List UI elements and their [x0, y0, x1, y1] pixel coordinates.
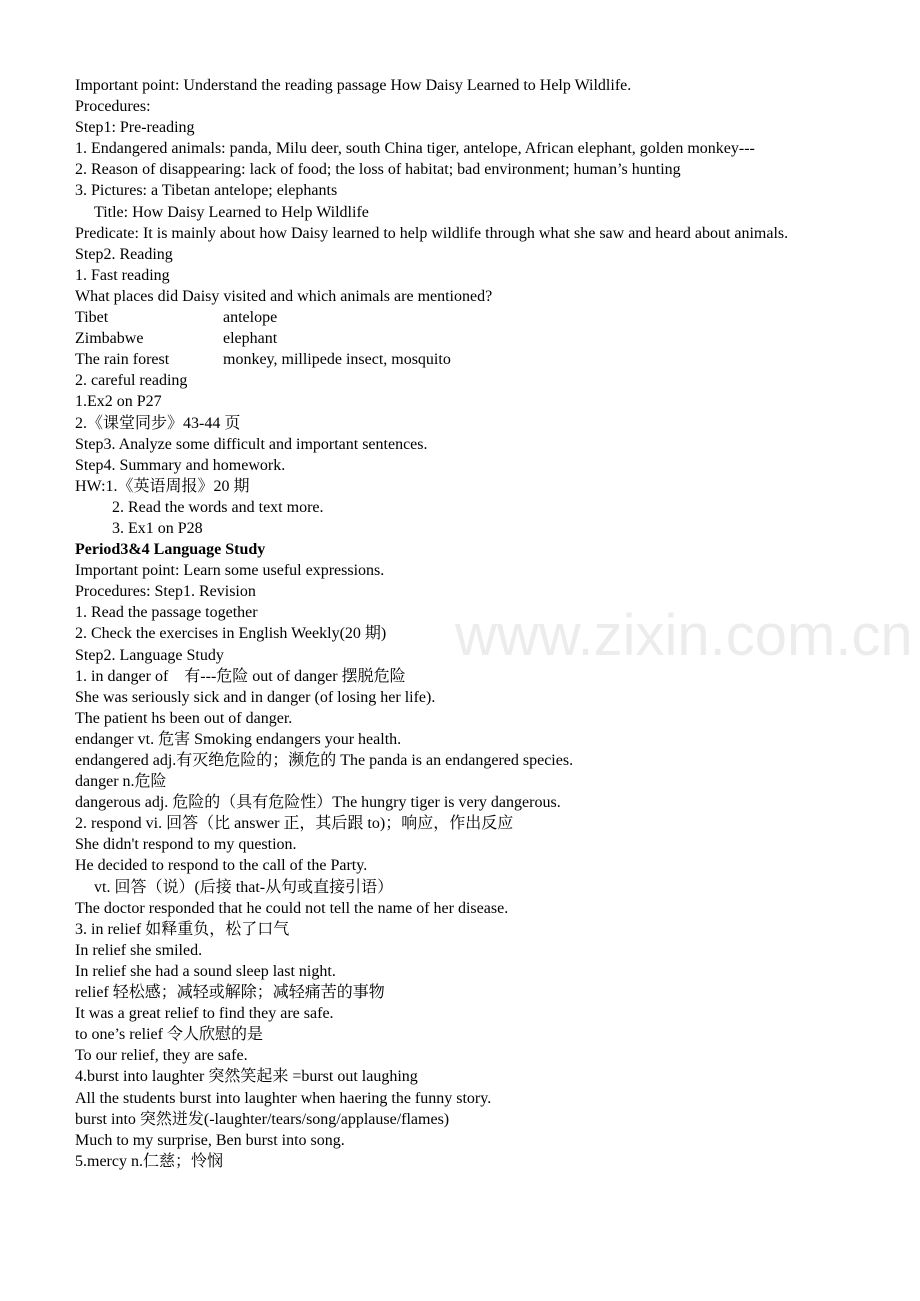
fast-reading-question: What places did Daisy visited and which animals are mentioned?: [75, 287, 493, 305]
study-line: burst into 突然迸发(-laughter/tears/song/applause/flames): [75, 1110, 450, 1128]
study-line: dangerous adj. 危险的（具有危险性）The hungry tiger is very dangerous.: [75, 794, 561, 812]
place-cell: Zimbabwe: [75, 330, 144, 348]
place-cell: The rain forest: [75, 351, 170, 369]
study-line: She didn't respond to my question.: [75, 836, 297, 854]
study-line: endangered adj.有灭绝危险的；濒危的 The panda is an endangered species.: [75, 752, 574, 769]
study-line: danger n.危险: [75, 773, 167, 791]
pictures-item: 3. Pictures: a Tibetan antelope; elephants: [75, 182, 338, 200]
study-line: 5.mercy n.仁慈；怜悯: [75, 1152, 223, 1170]
study-line: relief 轻松感；减轻或解除；减轻痛苦的事物: [75, 984, 385, 1002]
study-line: In relief she smiled.: [75, 941, 203, 959]
watermark: www.zixin.com.cn: [455, 603, 913, 668]
homework-line-2: 2. Read the words and text more.: [112, 498, 324, 516]
exercise-line: 1.Ex2 on P27: [75, 393, 162, 411]
title-line: Title: How Daisy Learned to Help Wildlife: [94, 203, 369, 221]
careful-reading-label: 2. careful reading: [75, 372, 188, 390]
step1-heading: Step1: Pre-reading: [75, 119, 195, 137]
period-procedures: Procedures: Step1. Revision: [75, 583, 256, 601]
revision-item-2: 2. Check the exercises in English Weekly(20 期): [75, 625, 387, 643]
endangered-animals-item: 1. Endangered animals: panda, Milu deer, south China tiger, antelope, African elephant, golden monkey---: [75, 140, 755, 158]
step2-heading: Step2. Reading: [75, 245, 173, 263]
animals-cell: antelope: [223, 309, 278, 327]
study-line: It was a great relief to find they are safe.: [75, 1005, 334, 1023]
book-line: 2.《课堂同步》43-44 页: [75, 414, 241, 432]
animals-cell: monkey, millipede insect, mosquito: [223, 351, 451, 369]
step4-line: Step4. Summary and homework.: [75, 456, 286, 474]
homework-line-3: 3. Ex1 on P28: [112, 519, 203, 537]
important-point-line: Important point: Understand the reading passage How Daisy Learned to Help Wildlife.: [75, 77, 632, 94]
period-important-point: Important point: Learn some useful expressions.: [75, 562, 385, 580]
language-study-heading: Step2. Language Study: [75, 646, 224, 664]
table-row: [75, 307, 845, 328]
reason-item: 2. Reason of disappearing: lack of food; the loss of habitat; bad environment; human’s hunting: [75, 161, 681, 179]
study-line: to one’s relief 令人欣慰的是: [75, 1026, 263, 1044]
study-line: The patient hs been out of danger.: [75, 709, 293, 727]
study-line: Much to my surprise, Ben burst into song.: [75, 1131, 345, 1149]
study-line: 1. in danger of 有---危险 out of danger 摆脱危险: [75, 667, 406, 685]
homework-line-1: HW:1.《英语周报》20 期: [75, 477, 250, 495]
study-line: vt. 回答（说）(后接 that-从句或直接引语）: [94, 878, 394, 896]
study-line: She was seriously sick and in danger (of losing her life).: [75, 688, 436, 706]
study-line: 4.burst into laughter 突然笑起来 =burst out laughing: [75, 1068, 418, 1086]
study-line: He decided to respond to the call of the Party.: [75, 857, 368, 875]
period-heading: Period3&4 Language Study: [75, 541, 266, 559]
table-row: [75, 349, 845, 370]
revision-item-1: 1. Read the passage together: [75, 604, 258, 622]
procedures-label: Procedures:: [75, 98, 151, 116]
step3-line: Step3. Analyze some difficult and important sentences.: [75, 435, 428, 453]
study-line: endanger vt. 危害 Smoking endangers your health.: [75, 730, 402, 748]
fast-reading-label: 1. Fast reading: [75, 266, 170, 284]
study-line: 2. respond vi. 回答（比 answer 正，其后跟 to)；响应，作出反应: [75, 815, 514, 833]
study-line: 3. in relief 如释重负，松了口气: [75, 920, 290, 938]
table-row: [75, 328, 845, 349]
study-line: All the students burst into laughter when haering the funny story.: [75, 1089, 492, 1107]
place-cell: Tibet: [75, 309, 109, 327]
study-line: The doctor responded that he could not tell the name of her disease.: [75, 899, 509, 917]
animals-cell: elephant: [223, 330, 278, 348]
predicate-line: Predicate: It is mainly about how Daisy learned to help wildlife through what she saw and heard about animals.: [75, 224, 789, 242]
study-line: To our relief, they are safe.: [75, 1047, 248, 1065]
study-line: In relief she had a sound sleep last night.: [75, 962, 336, 980]
